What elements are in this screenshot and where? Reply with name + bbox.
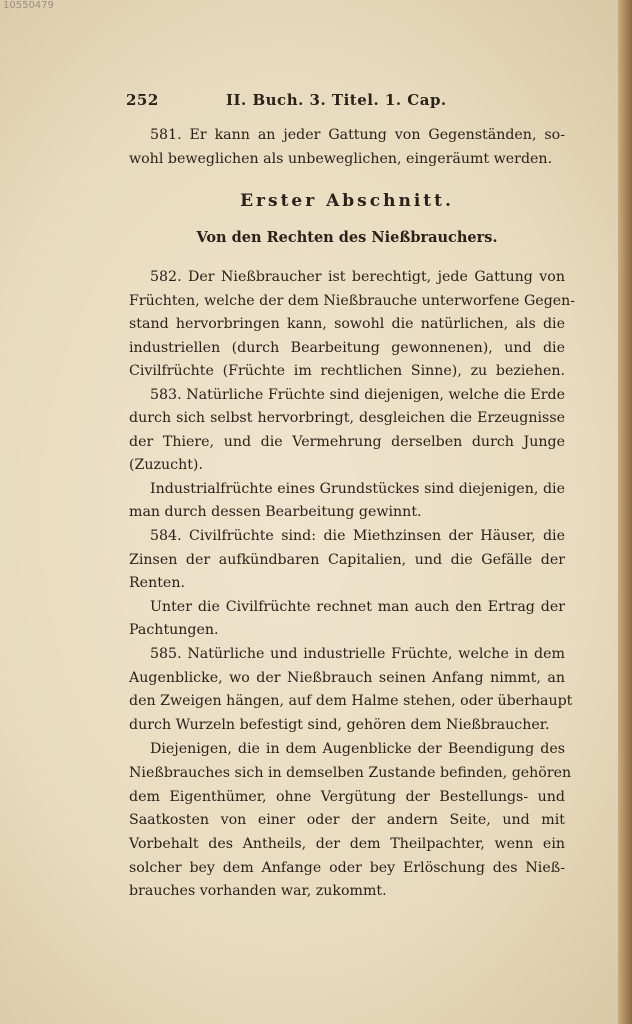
- paragraph-line: Pachtungen.: [129, 622, 219, 638]
- paragraph-line: 582. Der Nießbraucher ist berechtigt, jede Gattung von: [150, 269, 565, 285]
- paragraph-line: 581. Er kann an jeder Gattung von Gegenständen, so-: [150, 127, 565, 143]
- paragraph-line: der Thiere, und die Vermehrung derselben durch Junge: [129, 434, 565, 450]
- paragraph-line: Saatkosten von einer oder der andern Seite, und mit: [129, 812, 565, 828]
- paragraph-line: solcher bey dem Anfange oder bey Erlöschung des Nieß-: [129, 860, 565, 876]
- paragraph-line: durch Wurzeln befestigt sind, gehören dem Nießbraucher.: [129, 717, 550, 733]
- paragraph-line: wohl beweglichen als unbeweglichen, eingeräumt werden.: [129, 151, 553, 167]
- running-title: II. Buch. 3. Titel. 1. Cap.: [226, 91, 447, 109]
- paragraph-line: Unter die Civilfrüchte rechnet man auch den Ertrag der: [150, 599, 565, 615]
- paragraph-line: den Zweigen hängen, auf dem Halme stehen, oder überhaupt: [129, 693, 573, 709]
- page-edge: [618, 0, 632, 1024]
- paragraph-line: dem Eigenthümer, ohne Vergütung der Bestellungs- und: [129, 789, 565, 805]
- paragraph-line: Früchten, welche der dem Nießbrauche unterworfene Gegen-: [129, 293, 576, 309]
- paragraph-line: Civilfrüchte (Früchte im rechtlichen Sinne), zu beziehen.: [129, 363, 565, 379]
- page-number: 252: [126, 91, 159, 109]
- paragraph-line: Industrialfrüchte eines Grundstückes sind diejenigen, die: [150, 481, 565, 497]
- paragraph-line: industriellen (durch Bearbeitung gewonnenen), und die: [129, 340, 565, 356]
- section-subtitle: Von den Rechten des Nießbrauchers.: [196, 229, 498, 246]
- paragraph-line: 585. Natürliche und industrielle Früchte, welche in dem: [150, 646, 565, 662]
- paragraph-line: Vorbehalt des Antheils, der dem Theilpachter, wenn ein: [129, 836, 565, 852]
- archive-stamp: 10550479: [3, 0, 54, 11]
- paragraph-line: durch sich selbst hervorbringt, desgleichen die Erzeugnisse: [129, 410, 565, 426]
- paragraph-line: brauches vorhanden war, zukommt.: [129, 883, 387, 899]
- paragraph-line: stand hervorbringen kann, sowohl die natürlichen, als die: [129, 316, 565, 332]
- paragraph-line: Diejenigen, die in dem Augenblicke der Beendigung des: [150, 741, 565, 757]
- paragraph-line: 583. Natürliche Früchte sind diejenigen, welche die Erde: [150, 387, 565, 403]
- section-title: Erster Abschnitt.: [240, 191, 454, 211]
- paragraph-line: Zinsen der aufkündbaren Capitalien, und die Gefälle der: [129, 552, 565, 568]
- running-header: [126, 91, 566, 115]
- paragraph-line: Augenblicke, wo der Nießbrauch seinen Anfang nimmt, an: [129, 670, 565, 686]
- paragraph-line: man durch dessen Bearbeitung gewinnt.: [129, 504, 422, 520]
- paragraph-line: 584. Civilfrüchte sind: die Miethzinsen der Häuser, die: [150, 528, 565, 544]
- paragraph-line: (Zuzucht).: [129, 457, 203, 473]
- paragraph-line: Renten.: [129, 575, 185, 591]
- paragraph-line: Nießbrauches sich in demselben Zustande befinden, gehören: [129, 765, 572, 781]
